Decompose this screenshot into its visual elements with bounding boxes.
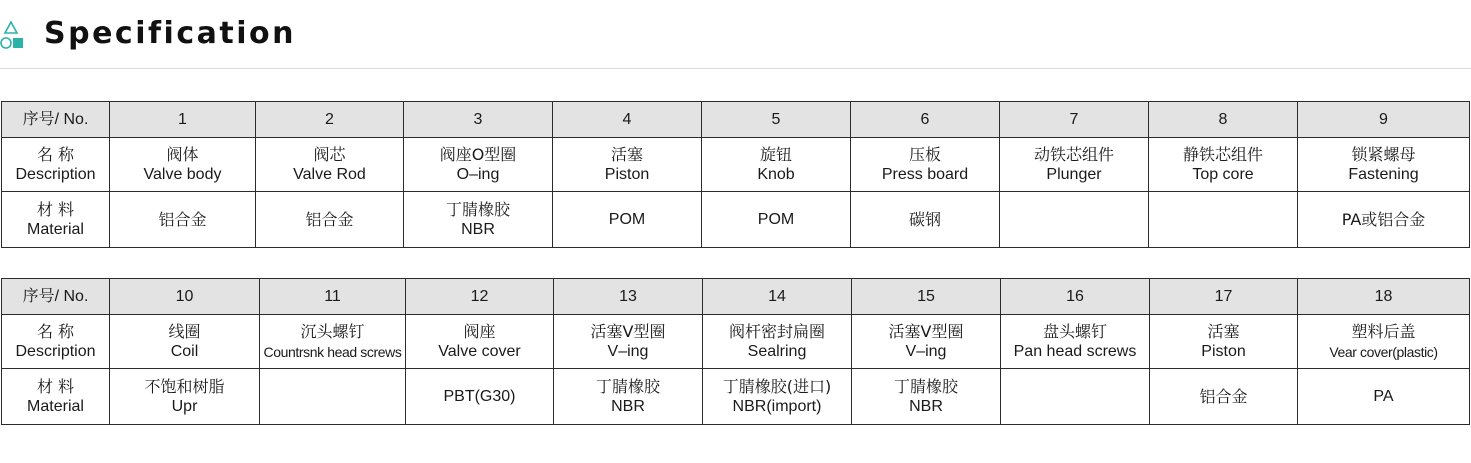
part-name-en: Sealring xyxy=(747,342,807,360)
part-name-cn: 阀座 xyxy=(463,321,496,341)
part-number-cell: 11 xyxy=(260,279,406,315)
part-name-cell xyxy=(1149,138,1298,192)
row-label-cn: 材 料 xyxy=(36,199,75,219)
material-cell xyxy=(553,192,702,248)
material-en: NBR xyxy=(461,220,495,238)
part-name-en: Piston xyxy=(1201,342,1246,360)
part-number-cell: 16 xyxy=(1001,279,1150,315)
part-name-cell xyxy=(852,315,1001,369)
material-en: NBR xyxy=(909,397,943,415)
section-header xyxy=(0,0,1471,70)
material-cell xyxy=(404,192,553,248)
header-divider xyxy=(0,68,1471,69)
spec-table-2 xyxy=(1,278,1470,425)
part-name-en: Knob xyxy=(757,165,795,183)
material-cell xyxy=(702,192,851,248)
material-cell xyxy=(1298,192,1470,248)
part-number-cell: 8 xyxy=(1149,102,1298,138)
part-name-cn: 活塞 xyxy=(610,144,643,164)
row-label-en: Material xyxy=(27,397,84,415)
material-cn: 丁腈橡胶 xyxy=(595,376,660,396)
part-name-en: Vear cover(plastic) xyxy=(1329,343,1438,360)
part-name-cn: 活塞 xyxy=(1207,321,1240,341)
material-cn: 铝合金 xyxy=(1199,386,1248,406)
part-name-cn: 活塞V型圈 xyxy=(590,321,666,341)
material-en: PA xyxy=(1373,387,1394,405)
row-label-material xyxy=(2,192,110,248)
material-cell xyxy=(1000,192,1149,248)
part-number-cell: 10 xyxy=(110,279,260,315)
part-name-cell xyxy=(110,138,256,192)
triangle-square-circle-icon xyxy=(0,20,30,50)
material-en: Upr xyxy=(171,397,198,415)
material-cell xyxy=(1001,369,1150,425)
part-name-en: Plunger xyxy=(1046,165,1102,183)
part-name-cell xyxy=(554,315,703,369)
part-name-cell xyxy=(851,138,1000,192)
part-name-cell xyxy=(1150,315,1298,369)
part-name-cell xyxy=(256,138,404,192)
part-number-cell: 18 xyxy=(1298,279,1470,315)
material-cn: 铝合金 xyxy=(305,209,354,229)
part-name-cell xyxy=(703,315,852,369)
number-row xyxy=(2,279,1470,315)
part-name-cn: 活塞V型圈 xyxy=(888,321,964,341)
page-title: Specification xyxy=(44,16,296,51)
part-name-cn: 阀芯 xyxy=(313,144,346,164)
material-cell xyxy=(256,192,404,248)
material-cell xyxy=(1150,369,1298,425)
part-number-cell: 15 xyxy=(852,279,1001,315)
material-cell xyxy=(110,369,260,425)
part-name-cn: 阀体 xyxy=(166,144,199,164)
spec-table-1 xyxy=(1,101,1470,248)
part-name-cell xyxy=(702,138,851,192)
part-name-en: Coil xyxy=(170,342,199,360)
row-label-cn: 名 称 xyxy=(36,144,75,164)
number-row xyxy=(2,102,1470,138)
part-name-cell xyxy=(260,315,406,369)
material-cell xyxy=(110,192,256,248)
part-name-cell xyxy=(406,315,554,369)
part-name-cell xyxy=(1001,315,1150,369)
part-name-cell xyxy=(1298,315,1470,369)
material-cn: 碳钢 xyxy=(908,209,941,229)
material-cn: 丁腈橡胶 xyxy=(893,376,958,396)
part-number-cell: 2 xyxy=(256,102,404,138)
part-name-cell xyxy=(404,138,553,192)
row-label-no: 序号/ No. xyxy=(2,102,110,138)
material-cell xyxy=(852,369,1001,425)
part-name-cell xyxy=(553,138,702,192)
material-cell xyxy=(851,192,1000,248)
part-number-cell: 4 xyxy=(553,102,702,138)
part-name-cn: 锁紧螺母 xyxy=(1351,144,1416,164)
part-name-cn: 阀座O型圈 xyxy=(439,144,517,164)
material-en: POM xyxy=(757,210,795,228)
row-label-description xyxy=(2,138,110,192)
part-number-cell: 17 xyxy=(1150,279,1298,315)
material-cn: PA或铝合金 xyxy=(1341,209,1426,229)
part-name-en: Valve Rod xyxy=(293,165,366,183)
part-name-en: Valve cover xyxy=(438,342,521,360)
material-cell xyxy=(703,369,852,425)
part-name-en: Piston xyxy=(604,165,650,183)
row-label-cn: 名 称 xyxy=(36,321,75,341)
part-number-cell: 12 xyxy=(406,279,554,315)
part-number-cell: 6 xyxy=(851,102,1000,138)
part-name-en: V–ing xyxy=(607,342,649,360)
description-row xyxy=(2,315,1470,369)
part-number-cell: 14 xyxy=(703,279,852,315)
part-number-cell: 1 xyxy=(110,102,256,138)
part-name-cn: 旋钮 xyxy=(759,144,792,164)
material-cell xyxy=(406,369,554,425)
part-name-en: Valve body xyxy=(143,165,222,183)
part-name-cn: 静铁芯组件 xyxy=(1182,144,1263,164)
part-name-cell xyxy=(1000,138,1149,192)
material-row xyxy=(2,369,1470,425)
part-name-en: Top core xyxy=(1192,165,1254,183)
part-name-cn: 阀杆密封扁圈 xyxy=(728,321,825,341)
description-row xyxy=(2,138,1470,192)
row-label-cn: 材 料 xyxy=(36,376,75,396)
part-number-cell: 13 xyxy=(554,279,703,315)
material-en: PBT(G30) xyxy=(443,387,516,405)
part-name-cn: 线圈 xyxy=(168,321,201,341)
part-name-en: Fastening xyxy=(1348,165,1419,183)
row-label-material xyxy=(2,369,110,425)
part-name-cell xyxy=(1298,138,1470,192)
part-name-cn: 塑料后盖 xyxy=(1351,321,1416,341)
row-label-no: 序号/ No. xyxy=(2,279,110,315)
part-name-cn: 动铁芯组件 xyxy=(1033,144,1114,164)
material-cell xyxy=(260,369,406,425)
material-cn: 铝合金 xyxy=(158,209,207,229)
row-label-en: Description xyxy=(15,342,96,360)
part-number-cell: 7 xyxy=(1000,102,1149,138)
material-cell xyxy=(1149,192,1298,248)
row-label-en: Description xyxy=(15,165,96,183)
part-number-cell: 5 xyxy=(702,102,851,138)
part-name-cell xyxy=(110,315,260,369)
material-cell xyxy=(554,369,703,425)
part-name-en: Press board xyxy=(881,165,969,183)
part-name-en: V–ing xyxy=(905,342,947,360)
row-label-en: Material xyxy=(27,220,84,238)
material-en: POM xyxy=(608,210,646,228)
part-name-cn: 盘头螺钉 xyxy=(1042,321,1107,341)
part-name-en: Countrsnk head screws xyxy=(263,343,402,360)
material-en: NBR(import) xyxy=(732,397,822,415)
part-name-cn: 沉头螺钉 xyxy=(300,321,365,341)
part-name-cn: 压板 xyxy=(908,144,941,164)
material-cn: 丁腈橡胶(进口) xyxy=(722,376,832,396)
part-number-cell: 3 xyxy=(404,102,553,138)
row-label-description xyxy=(2,315,110,369)
material-cn: 丁腈橡胶 xyxy=(445,199,510,219)
material-cn: 不饱和树脂 xyxy=(144,376,225,396)
material-cell xyxy=(1298,369,1470,425)
part-name-en: Pan head screws xyxy=(1013,342,1137,360)
part-number-cell: 9 xyxy=(1298,102,1470,138)
part-name-en: O–ing xyxy=(456,165,500,183)
material-row xyxy=(2,192,1470,248)
material-en: NBR xyxy=(611,397,645,415)
